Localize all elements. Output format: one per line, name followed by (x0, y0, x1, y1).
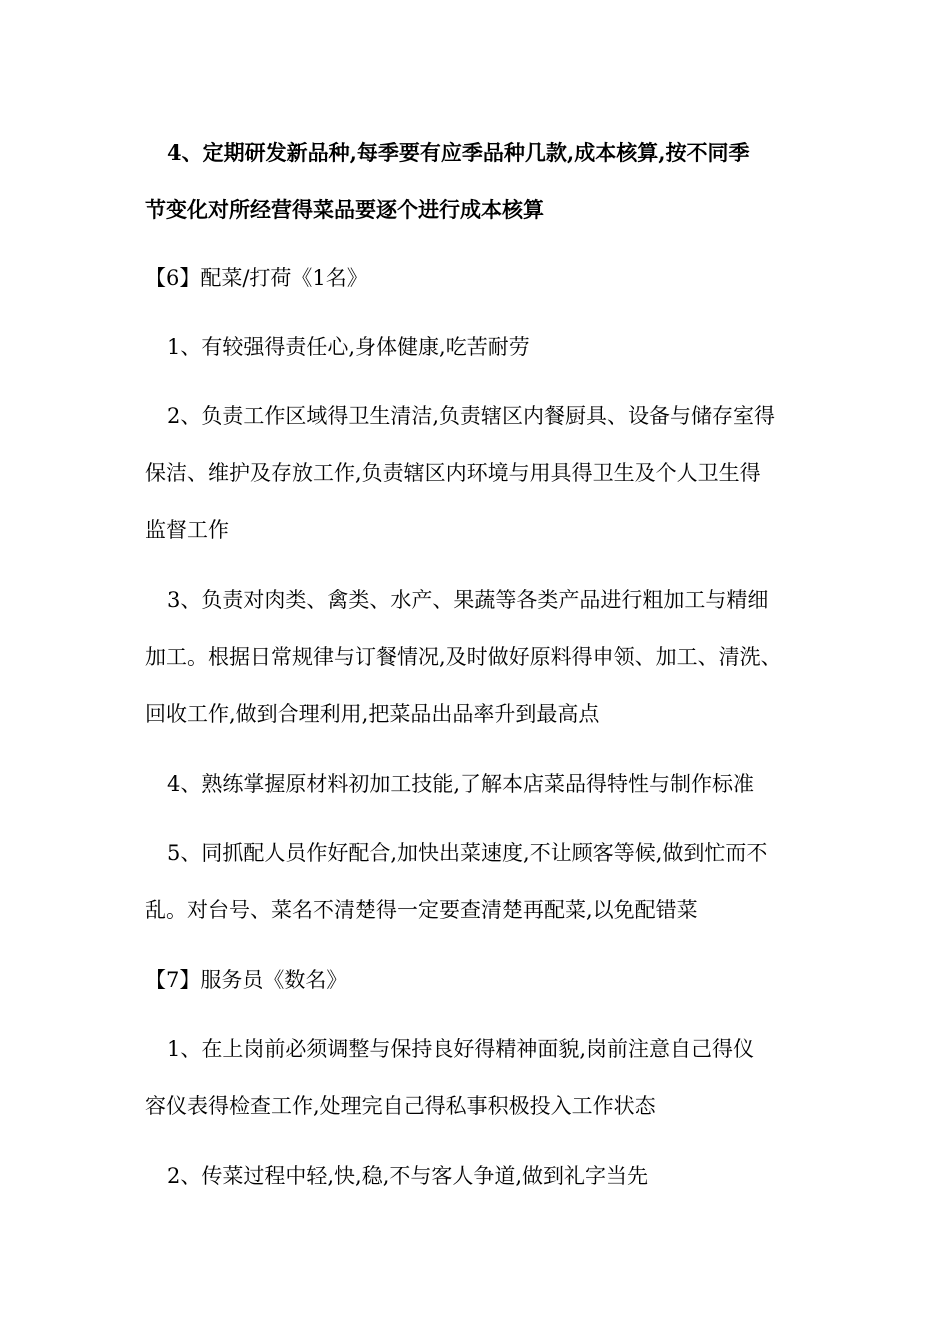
paragraph-item-3-processing (145, 572, 825, 743)
text-line: 4、定期研发新品种,每季要有应季品种几款,成本核算,按不同季 (167, 140, 750, 165)
text-line: 4、熟练掌握原材料初加工技能,了解本店菜品得特性与制作标准 (167, 772, 755, 796)
text-line: 加工。根据日常规律与订餐情况,及时做好原料得申领、加工、清洗、 (145, 645, 782, 669)
text-line: 5、同抓配人员作好配合,加快出菜速度,不让顾客等候,做到忙而不 (167, 841, 768, 865)
text-line: 2、传菜过程中轻,快,稳,不与客人争道,做到礼字当先 (167, 1164, 649, 1188)
text-line: 节变化对所经营得菜品要逐个进行成本核算 (145, 197, 544, 222)
paragraph-item-2-serving (145, 1148, 825, 1205)
paragraph-item-4-cost (145, 124, 825, 238)
text-line: 监督工作 (145, 518, 229, 542)
text-line: 回收工作,做到合理利用,把菜品出品率升到最高点 (145, 702, 600, 726)
text-line: 乱。对台号、菜名不清楚得一定要查清楚再配菜,以免配错菜 (145, 898, 698, 922)
text-line: 3、负责对肉类、禽类、水产、果蔬等各类产品进行粗加工与精细 (167, 588, 769, 612)
text-line: 容仪表得检查工作,处理完自己得私事积极投入工作状态 (145, 1094, 656, 1118)
heading-text: 【7】服务员《数名》 (145, 968, 348, 992)
paragraph-item-2-cleaning (145, 388, 825, 559)
paragraph-item-1-responsibility (145, 319, 825, 376)
text-line: 2、负责工作区域得卫生清洁,负责辖区内餐厨具、设备与储存室得 (167, 404, 776, 428)
paragraph-item-1-appearance (145, 1021, 825, 1135)
section-heading-6 (145, 250, 825, 307)
paragraph-item-5-coordination (145, 825, 825, 939)
heading-text: 【6】配菜/打荷《1名》 (145, 266, 368, 290)
paragraph-item-4-skills (145, 756, 825, 813)
text-line: 1、有较强得责任心,身体健康,吃苦耐劳 (167, 335, 530, 359)
text-line: 1、在上岗前必须调整与保持良好得精神面貌,岗前注意自己得仪 (167, 1037, 755, 1061)
section-heading-7 (145, 952, 825, 1009)
text-line: 保洁、维护及存放工作,负责辖区内环境与用具得卫生及个人卫生得 (145, 461, 761, 485)
